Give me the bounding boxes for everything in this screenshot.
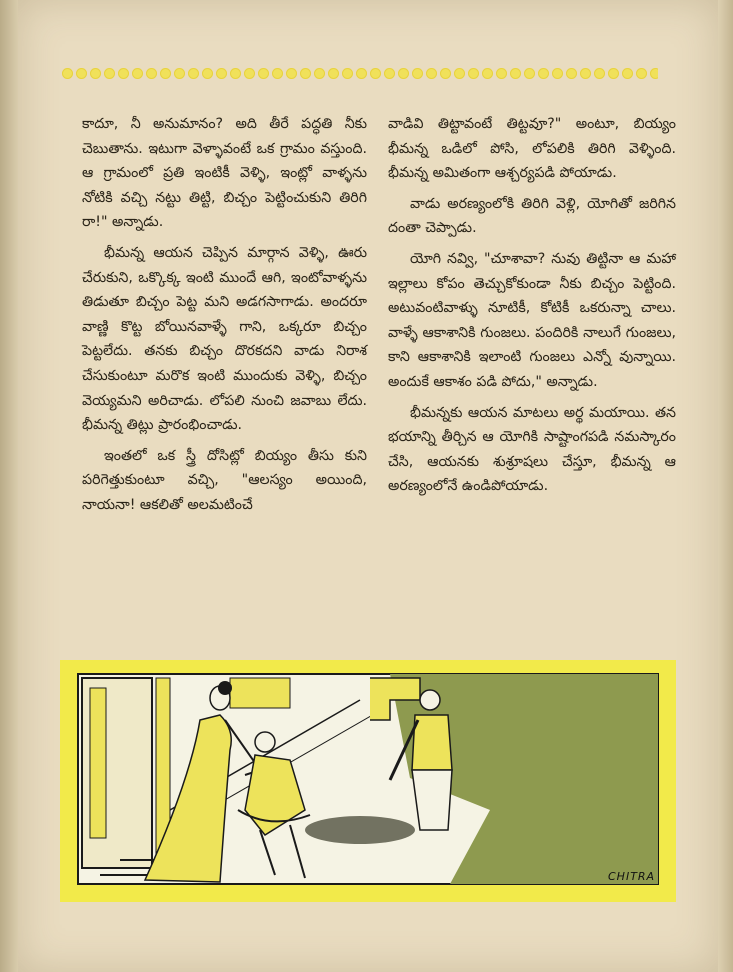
border-dot: [286, 68, 297, 79]
border-dot: [440, 68, 451, 79]
border-dot: [188, 68, 199, 79]
woman-hair: [218, 681, 232, 695]
paragraph: యోగి నవ్వి, "చూశావా? నువు తిట్టినా ఆ మహా ఇల్లాలు కోపం తెచ్చుకోకుండా నీకు బిచ్చం పెట్టింది. అటువంటివాళ్ళు నూటికీ, కోటికీ ఒకరున్నా చాలు. వాళ్ళే ఆకాశానికి గుంజలు. పందిరికి నాలుగే గుంజలు, కాని ఆకాశానికి ఇలాంటి గుంజలు ఎన్నో వున్నాయి. అందుకే ఆకాశం పడి పోదు," అన్నాడు.: [388, 250, 676, 390]
border-dot: [524, 68, 535, 79]
border-dot: [384, 68, 395, 79]
border-dot: [454, 68, 465, 79]
illustration-drawing: [60, 660, 676, 902]
story-illustration: [60, 660, 676, 902]
paragraph: కాదూ, నీ అనుమానం? అది తీరే పద్ధతి నీకు చెబుతాను. ఇటుగా వెళ్ళావంటే ఒక గ్రామం వస్తుంది. ఆ గ్రామంలో ప్రతి ఇంటికీ వెళ్ళి, ఇంట్లో వాళ్ళను నోటికి వచ్చి నట్టు తిట్టి, బిచ్చం పెట్టించుకుని తిరిగి రా!" అన్నాడు.: [82, 116, 367, 231]
border-dot: [230, 68, 241, 79]
border-dot: [146, 68, 157, 79]
border-dot: [608, 68, 619, 79]
paragraph: భీమన్న ఆయన చెప్పిన మార్గాన వెళ్ళి, ఊరు చేరుకుని, ఒక్కొక్క ఇంటి ముందే ఆగి, ఇంటోవాళ్ళను తిడుతూ బిచ్చం పెట్ట మని అడగసాగాడు. అందరూ వాణ్ణి కొట్ట బోయినవాళ్ళే గాని, ఒక్కరూ బిచ్చం పెట్టలేదు. తనకు బిచ్చం దొరకదని వాడు నిరాశ చేసుకుంటూ మరొక ఇంటి ముందుకు వెళ్ళి, బిచ్చం వెయ్యమని అరిచాడు. లోపలి నుంచి జవాబు లేదు. భీమన్న తిట్లు ప్రారంభించాడు.: [82, 244, 367, 434]
window: [230, 678, 290, 708]
border-dot: [412, 68, 423, 79]
border-dot: [496, 68, 507, 79]
paragraph: వాడివి తిట్టావంటే తిట్టవూ?" అంటూ, బియ్యం భీమన్న ఒడిలో పోసి, లోపలికి తిరిగి వెళ్ళింది. భీమన్న అమితంగా ఆశ్చర్యపడి పోయాడు.: [388, 116, 676, 182]
border-dot: [104, 68, 115, 79]
border-dot: [426, 68, 437, 79]
decorative-dot-border: [62, 68, 658, 82]
border-dot: [356, 68, 367, 79]
border-dot: [636, 68, 647, 79]
border-dot: [580, 68, 591, 79]
border-dot: [468, 68, 479, 79]
man-head: [420, 690, 440, 710]
artist-signature: CHITRA: [608, 870, 656, 883]
door-panel: [90, 688, 106, 838]
border-dot: [216, 68, 227, 79]
border-dot: [272, 68, 283, 79]
paragraph: ఇంతలో ఒక స్త్రీ దోసిట్లో బియ్యం తీసు కుని పరిగెత్తుకుంటూ వచ్చి, "ఆలస్యం అయింది, నాయనా! ఆకలితో అలమటించే: [82, 447, 367, 513]
border-dot: [62, 68, 73, 79]
border-dot: [552, 68, 563, 79]
border-dot: [538, 68, 549, 79]
paragraph: భీమన్నకు ఆయన మాటలు అర్థ మయాయి. తన భయాన్ని తీర్చిన ఆ యోగికి సాష్టాంగపడి నమస్కారం చేసి, ఆయనకు శుశ్రూషలు చేస్తూ, భీమన్న ఆ అరణ్యంలోనే ఉండిపోయాడు.: [388, 404, 676, 495]
ground-shadow: [305, 816, 415, 844]
border-dot: [510, 68, 521, 79]
border-dot: [370, 68, 381, 79]
border-dot: [76, 68, 87, 79]
border-dot: [482, 68, 493, 79]
page-edge: [718, 0, 733, 972]
border-dot: [594, 68, 605, 79]
border-dot: [258, 68, 269, 79]
border-dot: [650, 68, 658, 79]
border-dot: [244, 68, 255, 79]
border-dot: [174, 68, 185, 79]
paragraph: వాడు అరణ్యంలోకి తిరిగి వెళ్లి, యోగితో జరిగిన దంతా చెప్పాడు.: [388, 195, 676, 237]
border-dot: [160, 68, 171, 79]
border-dot: [342, 68, 353, 79]
border-dot: [566, 68, 577, 79]
border-dot: [328, 68, 339, 79]
border-dot: [622, 68, 633, 79]
border-dot: [300, 68, 311, 79]
border-dot: [398, 68, 409, 79]
border-dot: [202, 68, 213, 79]
border-dot: [132, 68, 143, 79]
border-dot: [90, 68, 101, 79]
left-text-column: [82, 112, 367, 524]
boy-head: [255, 732, 275, 752]
border-dot: [314, 68, 325, 79]
right-text-column: [388, 112, 676, 505]
page-binding: [0, 0, 18, 972]
border-dot: [118, 68, 129, 79]
